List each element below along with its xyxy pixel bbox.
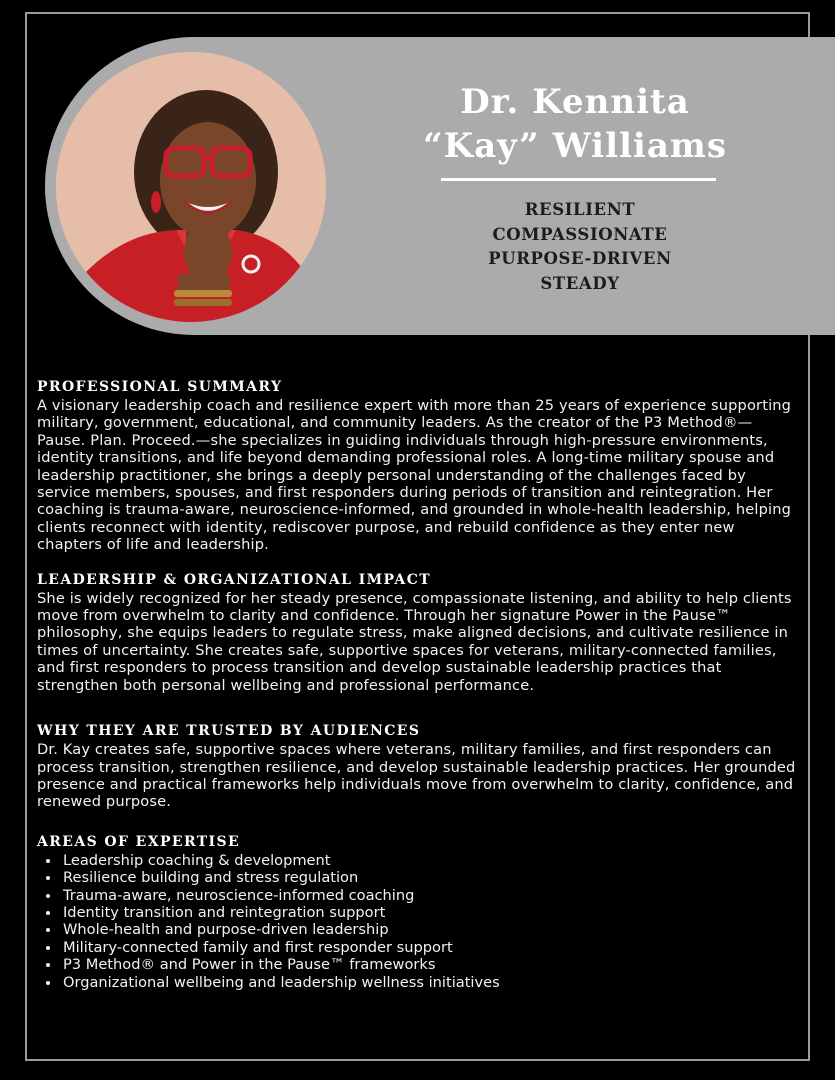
trait-item: PURPOSE-DRIVEN bbox=[488, 249, 672, 268]
list-item: • Whole-health and purpose-driven leadership bbox=[61, 921, 797, 938]
trait-item: COMPASSIONATE bbox=[492, 224, 668, 244]
person-name bbox=[410, 80, 740, 168]
list-item: • Leadership coaching & development bbox=[61, 852, 797, 869]
trait-item: STEADY bbox=[540, 273, 620, 293]
portrait-illustration bbox=[56, 52, 326, 322]
list-item: • Trauma-aware, neuroscience-informed coaching bbox=[61, 887, 797, 904]
name-line-1: Dr. Kennita bbox=[460, 82, 690, 122]
section-heading: WHY THEY ARE TRUSTED BY AUDIENCES bbox=[37, 723, 421, 740]
leadership-impact-section bbox=[37, 571, 797, 694]
list-item: • P3 Method® and Power in the Pause™ frameworks bbox=[61, 956, 797, 973]
expertise-list bbox=[37, 852, 797, 991]
expertise-section bbox=[37, 833, 797, 991]
list-item: • Organizational wellbeing and leadership wellness initiatives bbox=[61, 974, 797, 991]
section-body: Dr. Kay creates safe, supportive spaces where veterans, military families, and first responders can process transition, strengthen resilience, and develop sustainable leadership practices. Her grounded presence and practical frameworks help individuals move from overwhelm to clarity, confidence, and renewed purpose. bbox=[37, 741, 796, 811]
section-heading: LEADERSHIP & ORGANIZATIONAL IMPACT bbox=[37, 571, 432, 588]
section-body: A visionary leadership coach and resilience expert with more than 25 years of experience supporting military, government, educational, and community leaders. As the creator of the P3 Method®—Pause. Plan. Proceed.—she specializes in guiding individuals through high-pressure environments, identity transitions, and life beyond demanding professional roles. A long-time military spouse and leadership practitioner, she brings a deeply personal understanding of the challenges faced by service members, spouses, and first responders during periods of transition and reintegration. Her coaching is trauma-aware, neuroscience-informed, and grounded in whole-health leadership, helping clients reconnect with identity, rediscover purpose, and rebuild confidence as they enter new chapters of life and leadership. bbox=[37, 397, 792, 554]
list-item: • Resilience building and stress regulation bbox=[61, 869, 797, 886]
name-line-2: “Kay” Williams bbox=[423, 126, 727, 166]
professional-summary-section bbox=[37, 378, 797, 554]
trusted-section bbox=[37, 722, 797, 811]
bio-content bbox=[37, 378, 797, 1008]
list-item: • Military-connected family and first responder support bbox=[61, 939, 797, 956]
trait-item: RESILIENT bbox=[524, 200, 636, 219]
section-body: She is widely recognized for her steady presence, compassionate listening, and ability to help clients move from overwhelm to clarity and confidence. Through her signature Power in the Pause™ philosophy, she equips leaders to regulate stress, make aligned decisions, and cultivate resilience in times of uncertainty. She creates safe, supportive spaces for veterans, military-connected families, and first responders to process transition and develop sustainable leadership practices that strengthen both personal wellbeing and professional performance. bbox=[37, 589, 792, 694]
name-divider bbox=[441, 178, 716, 181]
list-item: • Identity transition and reintegration support bbox=[61, 904, 797, 921]
profile-photo bbox=[56, 52, 326, 322]
section-heading: PROFESSIONAL SUMMARY bbox=[37, 379, 283, 395]
section-heading: AREAS OF EXPERTISE bbox=[37, 833, 241, 850]
trait-list bbox=[440, 198, 720, 296]
